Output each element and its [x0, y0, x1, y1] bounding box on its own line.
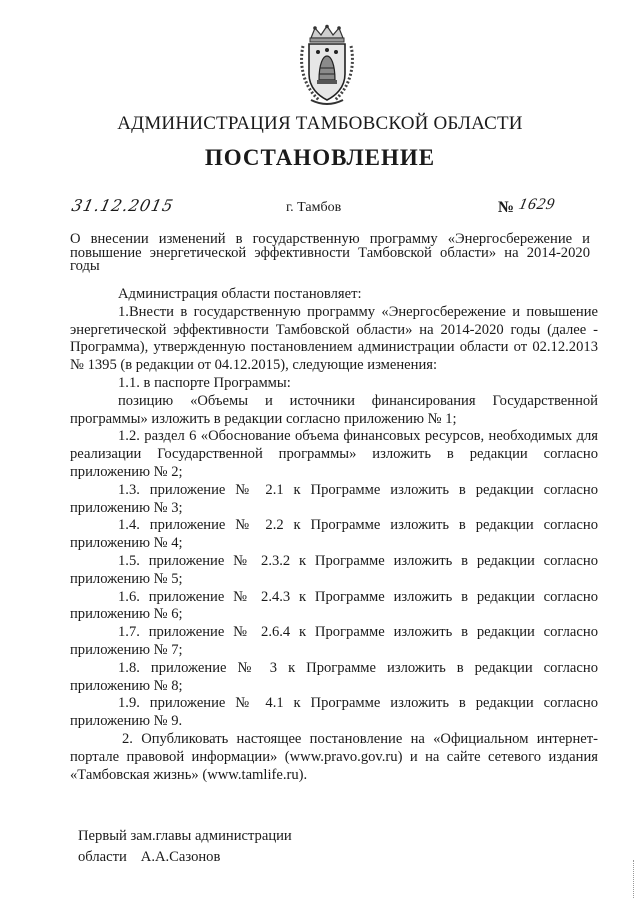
- coat-of-arms-icon: [297, 24, 357, 108]
- document-type: ПОСТАНОВЛЕНИЕ: [204, 145, 436, 170]
- clause-1-1: 1.1. в паспорте Программы:: [118, 374, 291, 391]
- clause-1-4: 1.4. приложение № 2.2 к Программе изложить в редакции согласно приложению № 4;: [70, 517, 598, 552]
- clause-1-2: 1.2. раздел 6 «Обоснование объема финансовых ресурсов, необходимых для реализации Государственной программы» изложить в редакции согласно приложению № 2;: [70, 428, 598, 480]
- clause-1: 1.Внести в государственную программу «Энергосбережение и повышение энергетической эффективности Тамбовской области» на 2014-2020 годы (далее - Программа), утвержденную постановлением администрации области от 02.12.2013 № 1395 (в редакции от 04.12.2015), следующие изменения:: [70, 303, 598, 374]
- clause-1-1-text: позицию «Объемы и источники финансирования Государственной программы» изложить в редакции согласно приложению № 1;: [70, 392, 598, 427]
- clause-1-3: 1.3. приложение № 2.1 к Программе изложить в редакции согласно приложению № 3;: [70, 481, 598, 516]
- document-number: 1629: [517, 196, 557, 213]
- document-subject: О внесении изменений в государственную программу «Энергосбережение и повышение энергетической эффективности Тамбовской области» на 2014-2020 годы: [70, 231, 590, 274]
- clause-1-9: 1.9. приложение № 4.1 к Программе изложить в редакции согласно приложению № 9.: [70, 695, 598, 730]
- clause-2: 2. Опубликовать настоящее постановление на «Официальном интернет-портале правовой информации» (www.pravo.gov.ru) и на сайте сетевого издания «Тамбовская жизнь» (www.tamlife.ru).: [70, 730, 598, 783]
- document-number-label: №: [498, 199, 515, 216]
- signatory-position: Первый зам.главы администрации: [78, 828, 292, 844]
- signature-block: [78, 826, 292, 868]
- clause-1-8: 1.8. приложение № 3 к Программе изложить в редакции согласно приложению № 8;: [70, 659, 598, 694]
- signatory-position-cont: области: [78, 849, 127, 865]
- document-city: г. Тамбов: [286, 200, 342, 215]
- document-body: [70, 286, 598, 784]
- signatory-line-2: [78, 847, 292, 868]
- authority-title: АДМИНИСТРАЦИЯ ТАМБОВСКОЙ ОБЛАСТИ: [117, 113, 523, 134]
- clause-1-6: 1.6. приложение № 2.4.3 к Программе изложить в редакции согласно приложению № 6;: [70, 588, 598, 623]
- intro-paragraph: Администрация области постановляет:: [118, 286, 362, 302]
- document-date: 31.12.2015: [69, 196, 176, 215]
- clause-1-7: 1.7. приложение № 2.6.4 к Программе изложить в редакции согласно приложению № 7;: [70, 624, 598, 658]
- clause-1-5: 1.5. приложение № 2.3.2 к Программе изложить в редакции согласно приложению № 5;: [70, 552, 598, 587]
- scan-edge-mark: [633, 860, 636, 898]
- signatory-name: А.А.Сазонов: [140, 849, 221, 865]
